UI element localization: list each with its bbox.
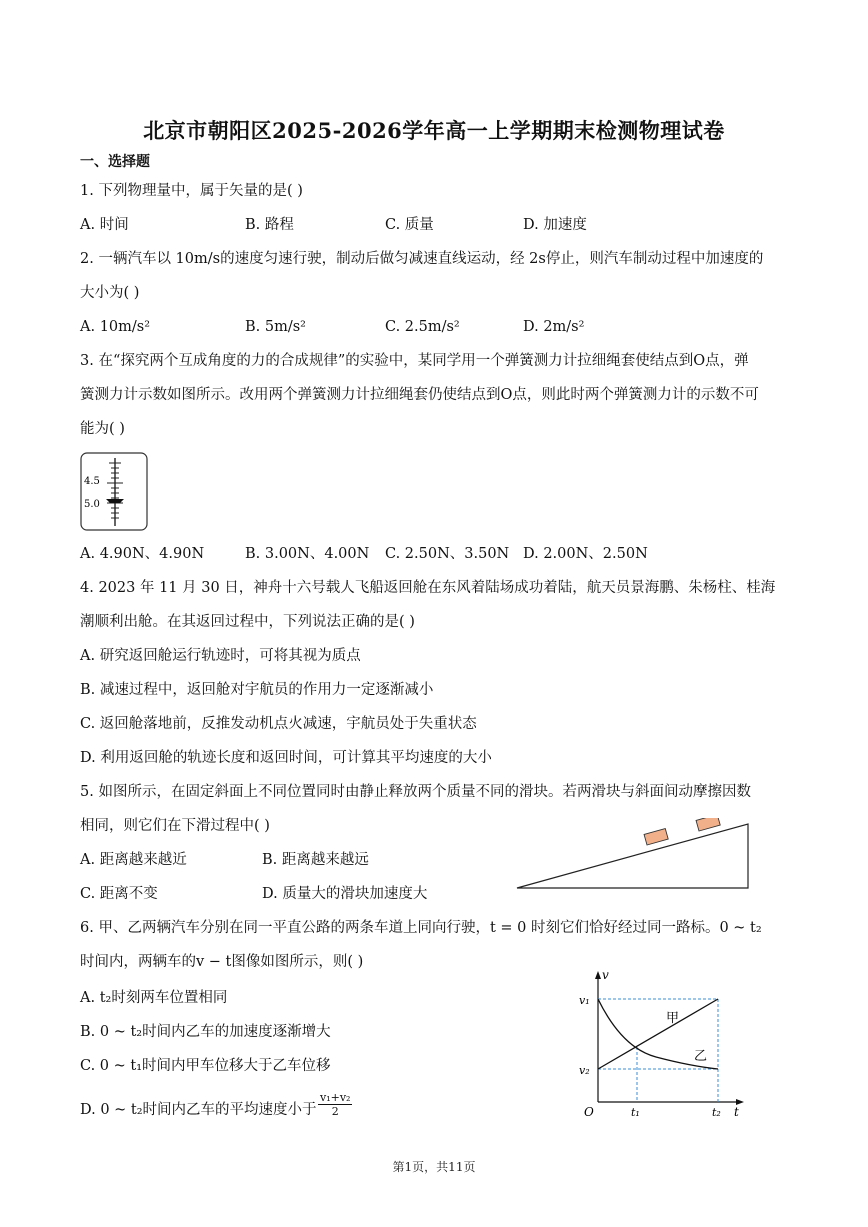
question-6-option-b: B. 0 ~ t₂时间内乙车的加速度逐渐增大 [80,1024,331,1040]
question-4-option-c: C. 返回舱落地前，反推发动机点火减速，宇航员处于失重状态 [80,716,477,732]
page-footer: 第1页，共11页 [392,1160,476,1174]
fraction-denominator: 2 [331,1105,339,1118]
question-6-option-a: A. t₂时刻两车位置相同 [80,990,228,1006]
t2-label: t₂ [712,1106,721,1118]
question-2-option-d: D. 2m/s² [523,319,585,335]
question-4-text: 4. 2023 年 11 月 30 日，神舟十六号载人飞船返回舱在东风着陆场成功着陆，航天员景海鹏、朱杨柱、桂海 [80,580,776,596]
question-1-text: 1. 下列物理量中，属于矢量的是( ) [80,183,303,199]
v2-label: v₂ [579,1064,590,1077]
question-5-option-c: C. 距离不变 [80,886,158,902]
fraction-numerator: v₁+v₂ [320,1091,351,1104]
t-axis-label: t [734,1105,739,1118]
question-5-text-cont: 相同，则它们在下滑过程中( ) [80,818,270,834]
origin-label: O [584,1105,594,1118]
jia-label: 甲 [666,1011,680,1026]
question-4-text-cont: 潮顺利出舱。在其返回过程中，下列说法正确的是( ) [80,614,415,630]
question-1-option-c: C. 质量 [385,217,434,233]
question-3-option-b: B. 3.00N、4.00N [245,546,370,562]
incline-figure [514,818,754,892]
question-5-option-b: B. 距离越来越远 [262,852,369,868]
question-2-option-b: B. 5m/s² [245,319,306,335]
scale-label-5-0: 5.0 [84,499,100,510]
question-5-option-d: D. 质量大的滑块加速度大 [262,886,428,902]
question-6-option-d: D. 0 ~ t₂时间内乙车的平均速度小于 [80,1102,317,1118]
question-2-text: 2. 一辆汽车以 10m/s的速度匀速行驶，制动后做匀减速直线运动，经 2s停止，则汽车制动过程中加速度的 [80,251,764,267]
t1-label: t₁ [631,1106,640,1118]
question-1-option-b: B. 路程 [245,217,294,233]
question-6-text: 6. 甲、乙两辆汽车分别在同一平直公路的两条车道上同向行驶，t = 0 时刻它们恰好经过同一路标。0 ~ t₂ [80,920,762,936]
page-title: 北京市朝阳区2025-2026学年高一上学期期末检测物理试卷 [143,118,725,143]
question-1-option-a: A. 时间 [80,217,129,233]
yi-label: 乙 [694,1049,708,1064]
question-5-option-a: A. 距离越来越近 [80,852,187,868]
question-2-option-a: A. 10m/s² [80,319,151,335]
v-axis-arrow-icon [595,971,601,979]
velocity-time-graph [576,968,748,1118]
question-3-option-c: C. 2.50N、3.50N [385,546,510,562]
question-4-option-a: A. 研究返回舱运行轨迹时，可将其视为质点 [80,648,361,664]
question-3-text-cont: 簧测力计示数如图所示。改用两个弹簧测力计拉细绳套仍使结点到O点，则此时两个弹簧测力计的示数不可 [80,387,759,403]
scale-label-4-5: 4.5 [84,476,100,487]
spring-scale-figure [80,452,150,532]
question-6-option-c: C. 0 ~ t₁时间内甲车位移大于乙车位移 [80,1058,331,1074]
question-5-text: 5. 如图所示，在固定斜面上不同位置同时由静止释放两个质量不同的滑块。若两滑块与斜面间动摩擦因数 [80,784,751,800]
mean-velocity-fraction [318,1091,352,1118]
question-3-option-a: A. 4.90N、4.90N [80,546,205,562]
lower-slider-block [644,829,668,845]
question-3-option-d: D. 2.00N、2.50N [523,546,648,562]
question-3-text: 3. 在“探究两个互成角度的力的合成规律”的实验中，某同学用一个弹簧测力计拉细绳套使结点到O点，弹 [80,353,749,369]
upper-slider-block [696,818,720,831]
question-4-option-d: D. 利用返回舱的轨迹长度和返回时间，可计算其平均速度的大小 [80,750,492,766]
question-1-option-d: D. 加速度 [523,217,587,233]
question-3-text-cont-2: 能为( ) [80,421,125,437]
question-4-option-b: B. 减速过程中，返回舱对宇航员的作用力一定逐渐减小 [80,682,434,698]
v-axis-label: v [602,968,609,982]
question-6-text-cont: 时间内，两辆车的v − t图像如图所示，则( ) [80,954,364,970]
v1-label: v₁ [579,994,590,1007]
incline-slope [517,824,748,888]
question-2-text-cont: 大小为( ) [80,285,140,301]
scale-pointer-icon [106,499,124,503]
section-heading: 一、选择题 [80,154,150,170]
question-2-option-c: C. 2.5m/s² [385,319,460,335]
